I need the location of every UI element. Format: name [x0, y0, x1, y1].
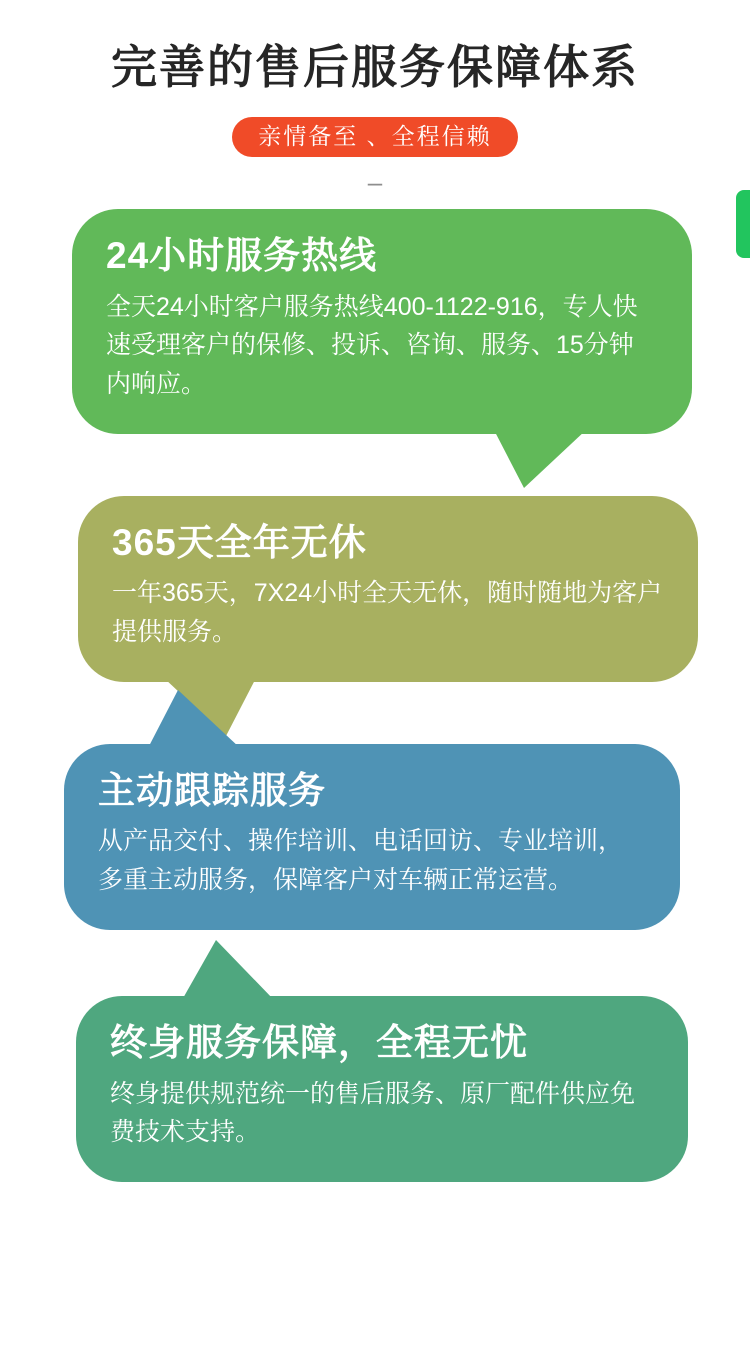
- service-card-allyear: [78, 496, 698, 682]
- status-badge: 亲情备至 、全程信赖: [232, 117, 517, 157]
- service-card-body: 一年365天，7X24小时全天无休，随时随地为客户提供服务。: [112, 579, 663, 647]
- page-title: 完善的售后服务保障体系: [111, 41, 639, 93]
- speech-tail-icon: [182, 940, 274, 1000]
- speech-tail-icon: [494, 430, 586, 488]
- speech-tail-icon: [148, 690, 240, 748]
- service-card-body: 终身提供规范统一的售后服务、原厂配件供应免费技术支持。: [110, 1079, 636, 1147]
- service-card-heading: 24小时服务热线: [106, 235, 378, 277]
- service-card-lifetime: [76, 996, 688, 1182]
- service-card-hotline: [72, 209, 692, 434]
- bubble-wrap-tracking: [0, 744, 750, 930]
- service-card-heading: 主动跟踪服务: [98, 769, 326, 811]
- divider-dash: –: [367, 167, 383, 198]
- bubble-wrap-lifetime: [0, 996, 750, 1182]
- header: [0, 0, 750, 198]
- bubble-wrap-hotline: [0, 209, 750, 434]
- badge-row: [0, 117, 750, 157]
- bubble-wrap-allyear: [0, 496, 750, 682]
- service-card-body: 全天24小时客户服务热线400-1122-916，专人快速受理客户的保修、投诉、咨询、服务、15分钟内响应。: [106, 292, 638, 399]
- service-card-heading: 365天全年无休: [112, 521, 367, 563]
- service-card-heading: 终身服务保障，全程无忧: [110, 1021, 528, 1063]
- service-bubble-list: [0, 209, 750, 1182]
- service-card-body: 从产品交付、操作培训、电话回访、专业培训，多重主动服务，保障客户对车辆正常运营。: [98, 827, 624, 895]
- service-card-tracking: [64, 744, 680, 930]
